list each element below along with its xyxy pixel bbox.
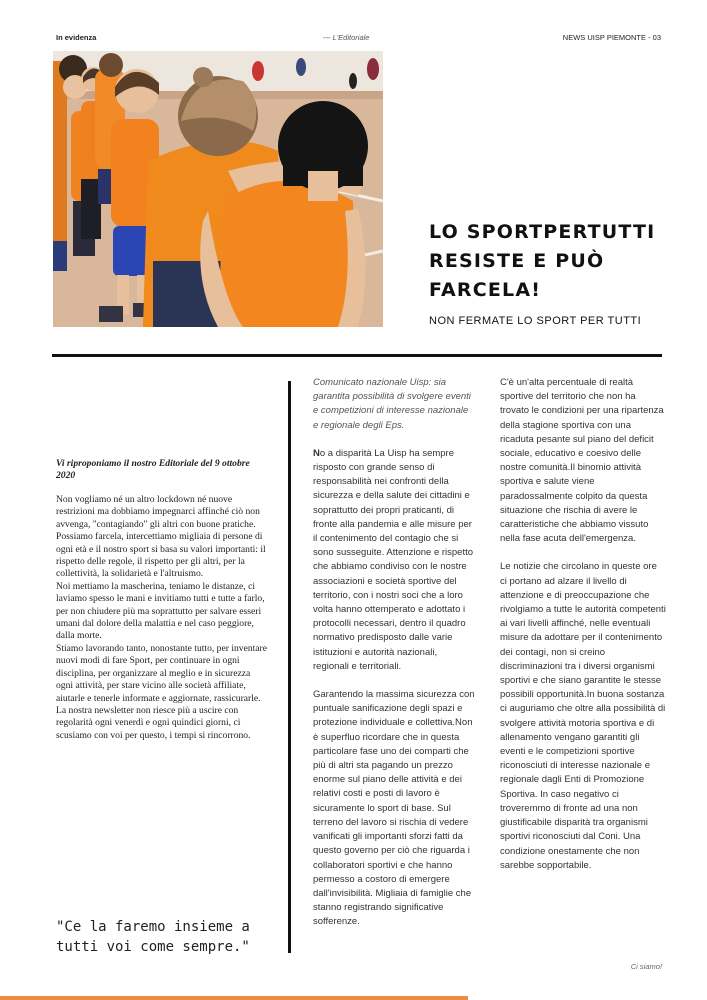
article-paragraph-2: Garantendo la massima sicurezza con puntuale sanificazione degli spazi e protezione individuale e collettiva.Non è superfluo ricordare che in questa particolare fase uno dei comparti che più di altri sta pagando un prezzo enorme sul piano delle attività e dei relativi costi e posti di lavoro è sicuramente lo sport di base. Sul terreno del lavoro si rischia di vedere vanificati gli importanti sforzi fatti da questo governo per ciò che riguarda i collaboratori sportivi e che hanno permesso a costoro di emergere dall'invisibilità. Migliaia di famiglie che stanno registrando significative sofferenze. [313,689,475,928]
editorial-paragraph: nuovi modi di fare Sport, per continuare in ogni disciplina, per organizzare al meglio e in sicurezza ogni attività, per stare vicino alle società affiliate, aiutarle e tenerle informate e aggiornate, rassicurarle. [56,655,261,704]
headline [429,218,679,305]
signoff: Ci siamo! [630,962,662,971]
column-divider [288,381,291,953]
article-column-2 [500,376,666,873]
editorial-paragraph: Noi mettiamo la mascherina, teniamo le distanze, ci laviamo spesso le mani e invitiamo tutti e tutte a farlo, per non chiudere più ma soprattutto per salvare esseri umani dal dolore della malattia e nel caso peggiore, dalla morte. [56,580,265,642]
dropcap: N [313,447,320,459]
pull-quote-line-1: "Ce la faremo insieme a [56,919,250,935]
photo-children-orange-shirts [53,51,383,327]
article-intro: Comunicato nazionale Uisp: sia garantita possibilità di svolgere eventi e competizioni di interesse nazionale e regionale degli Eps. [313,377,471,431]
section-label: In evidenza [56,33,97,42]
editorial-paragraph: Non vogliamo né un altro lockdown né nuove restrizioni ma dobbiamo impegnarci affinché ciò non avvenga, "contagiando" gli altri con buone pratiche. [56,494,260,530]
issue-label: NEWS UISP PIEMONTE - 03 [562,33,661,42]
headline-line-1: LO SPORTPERTUTTI [429,221,656,243]
headline-subtitle: NON FERMATE LO SPORT PER TUTTI [429,315,642,327]
headline-line-2: RESISTE E PUÒ [429,250,605,272]
pull-quote-line-2: tutti voi come sempre." [56,939,250,955]
article-paragraph-1-text: o a disparità La Uisp ha sempre risposto con grande senso di responsabilità nei confronti della sicurezza e della salute dei cittadini e soprattutto dei propri praticanti, di fronte alla pandemia e alle misure per il contenimento del contagio che si sono susseguite. Attenzione e rispetto che abbiamo condiviso con le nostre associazioni e società sportive del territorio, con i nostri soci che a loro volta hanno ottemperato e adottato i protocolli necessari, dentro il quadro normativo predisposto dalle varie istituzioni e autorità nazionali, regionali e territoriali. [313,447,474,672]
section-divider [52,354,662,357]
pull-quote [56,917,250,957]
article-paragraph-3: C'è un'alta percentuale di realtà sportive del territorio che non ha trovato le condizioni per una ripartenza della stagione sportiva con una ricaduta pesante sul piano del deficit sociale, educativo e coesivo delle nostre comunità.Il binomio attività sportiva e salute viene paradossalmente colpito da questa situazione che rischia di avere le caratteristiche che abbiamo vissuto nella fase acuta dell'emergenza. [500,377,664,545]
editorial-body [56,494,268,742]
editorial-paragraph: La nostra newsletter non riesce più a uscire con regolarità ogni venerdì e ogni quindici giorni, ci scusiamo con voi per questo, i tempi si rincorrono. [56,704,251,741]
editorial-paragraph: Possiamo farcela, intercettiamo migliaia di persone di ogni età e il nostro sport si basa su valori importanti: il rispetto delle regole, il rispetto per gli altri, per la collettività, la solidarietà e l'altruismo. [56,531,266,580]
headline-line-3: FARCELA! [429,279,542,301]
article-column-1 [313,376,475,930]
article-paragraph-4: Le notizie che circolano in queste ore ci portano ad alzare il livello di attenzione e di preoccupazione che rivolgiamo a tutte le autorità competenti ai vari livelli affinché, nelle eventuali misure da adottare per il contenimento dei contagi, non si creino discriminazioni tra i diversi organismi sportivi e che siano garantite le stesse possibili opportunità.In buona sostanza ci auguriamo che oltre alla possibilità di svolgere attività motoria sportiva e di allenamento vengano garantiti gli eventi e le competizioni sportive riconosciuti di interesse nazionale e regionale dagli Enti di Promozione Sportiva. In caso negativo ci troveremmo di fronte ad una non giustificabile disparità tra organismi sportivi riconosciuti dal Coni. Una condizione onestamente che non sarebbe sopportabile. [500,561,666,871]
column-label: --- L'Editoriale [323,33,370,42]
article-paragraph-1 [313,447,475,674]
accent-bar [0,996,468,1000]
editorial-title: Vi riproponiamo il nostro Editoriale del 9 ottobre 2020 [56,458,250,482]
editorial-paragraph: Stiamo lavorando tanto, nonostante tutto, per inventare [56,642,268,654]
